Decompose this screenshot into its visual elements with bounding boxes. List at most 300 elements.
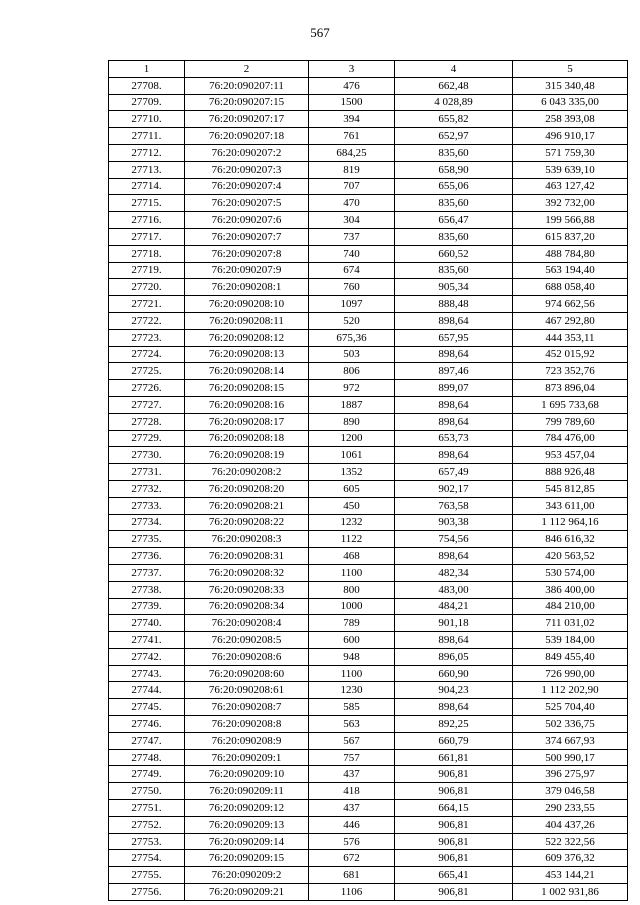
- table-cell: 849 455,40: [513, 648, 628, 665]
- table-cell: 27756.: [109, 884, 185, 901]
- table-row: [109, 699, 628, 716]
- table-cell: 76:20:090208:17: [185, 413, 309, 430]
- table-cell: 27723.: [109, 329, 185, 346]
- table-cell: 664,15: [395, 800, 513, 817]
- table-cell: 76:20:090208:5: [185, 632, 309, 649]
- table-cell: 343 611,00: [513, 497, 628, 514]
- table-cell: 76:20:090209:2: [185, 867, 309, 884]
- table-cell: 76:20:090207:7: [185, 228, 309, 245]
- table-cell: 1 112 964,16: [513, 514, 628, 531]
- table-cell: 1106: [309, 884, 395, 901]
- table-row: [109, 732, 628, 749]
- table-cell: 6 043 335,00: [513, 94, 628, 111]
- table-cell: 657,49: [395, 464, 513, 481]
- table-cell: 567: [309, 732, 395, 749]
- table-cell: 27722.: [109, 312, 185, 329]
- table-row: [109, 228, 628, 245]
- table-cell: 563: [309, 716, 395, 733]
- table-cell: 898,64: [395, 447, 513, 464]
- table-cell: 898,64: [395, 312, 513, 329]
- table-cell: 571 759,30: [513, 144, 628, 161]
- table-cell: 563 194,40: [513, 262, 628, 279]
- table-cell: 76:20:090208:3: [185, 531, 309, 548]
- table-cell: 76:20:090208:11: [185, 312, 309, 329]
- table-cell: 76:20:090207:15: [185, 94, 309, 111]
- table-cell: 903,38: [395, 514, 513, 531]
- table-row: [109, 262, 628, 279]
- table-cell: 76:20:090209:11: [185, 783, 309, 800]
- table-cell: 661,81: [395, 749, 513, 766]
- table-cell: 892,25: [395, 716, 513, 733]
- table-cell: 27711.: [109, 128, 185, 145]
- table-cell: 437: [309, 800, 395, 817]
- table-cell: 27743.: [109, 665, 185, 682]
- table-row: [109, 346, 628, 363]
- table-cell: 655,82: [395, 111, 513, 128]
- table-row: [109, 632, 628, 649]
- table-cell: 76:20:090207:5: [185, 195, 309, 212]
- column-header: 3: [309, 61, 395, 78]
- table-row: [109, 531, 628, 548]
- table-cell: 789: [309, 615, 395, 632]
- table-cell: 520: [309, 312, 395, 329]
- table-cell: 27724.: [109, 346, 185, 363]
- table-cell: 681: [309, 867, 395, 884]
- table-row: [109, 665, 628, 682]
- table-cell: 740: [309, 245, 395, 262]
- table-cell: 484 210,00: [513, 598, 628, 615]
- table-cell: 675,36: [309, 329, 395, 346]
- table-cell: 500 990,17: [513, 749, 628, 766]
- table-row: [109, 312, 628, 329]
- table-cell: 394: [309, 111, 395, 128]
- table-cell: 1352: [309, 464, 395, 481]
- table-cell: 27735.: [109, 531, 185, 548]
- table-cell: 76:20:090207:2: [185, 144, 309, 161]
- table-cell: 898,64: [395, 548, 513, 565]
- table-cell: 76:20:090207:17: [185, 111, 309, 128]
- table-cell: 76:20:090208:19: [185, 447, 309, 464]
- column-header: 2: [185, 61, 309, 78]
- table-cell: 688 058,40: [513, 279, 628, 296]
- table-cell: 76:20:090209:13: [185, 816, 309, 833]
- column-header: 5: [513, 61, 628, 78]
- table-cell: 760: [309, 279, 395, 296]
- table-cell: 27737.: [109, 564, 185, 581]
- table-cell: 898,64: [395, 413, 513, 430]
- table-cell: 27734.: [109, 514, 185, 531]
- table-cell: 530 574,00: [513, 564, 628, 581]
- table-cell: 437: [309, 766, 395, 783]
- table-row: [109, 581, 628, 598]
- table-cell: 199 566,88: [513, 212, 628, 229]
- table-cell: 418: [309, 783, 395, 800]
- table-cell: 27729.: [109, 430, 185, 447]
- table-cell: 76:20:090209:1: [185, 749, 309, 766]
- table-row: [109, 514, 628, 531]
- table-cell: 76:20:090208:31: [185, 548, 309, 565]
- table-cell: 27718.: [109, 245, 185, 262]
- table-cell: 76:20:090208:15: [185, 380, 309, 397]
- table-cell: 258 393,08: [513, 111, 628, 128]
- table-cell: 76:20:090208:18: [185, 430, 309, 447]
- table-cell: 835,60: [395, 195, 513, 212]
- table-cell: 76:20:090208:8: [185, 716, 309, 733]
- table-row: [109, 329, 628, 346]
- table-row: [109, 447, 628, 464]
- table-cell: 76:20:090208:12: [185, 329, 309, 346]
- table-cell: 904,23: [395, 682, 513, 699]
- table-header-row: [109, 61, 628, 78]
- table-row: [109, 178, 628, 195]
- table-cell: 1 695 733,68: [513, 396, 628, 413]
- table-row: [109, 413, 628, 430]
- table-cell: 444 353,11: [513, 329, 628, 346]
- table-cell: 906,81: [395, 766, 513, 783]
- table-cell: 1200: [309, 430, 395, 447]
- table-cell: 467 292,80: [513, 312, 628, 329]
- table-row: [109, 245, 628, 262]
- table-cell: 27753.: [109, 833, 185, 850]
- table-cell: 737: [309, 228, 395, 245]
- table-cell: 754,56: [395, 531, 513, 548]
- table-cell: 76:20:090209:21: [185, 884, 309, 901]
- table-cell: 800: [309, 581, 395, 598]
- table-cell: 27712.: [109, 144, 185, 161]
- table-cell: 76:20:090208:14: [185, 363, 309, 380]
- table-cell: 27731.: [109, 464, 185, 481]
- table-row: [109, 77, 628, 94]
- table-cell: 27725.: [109, 363, 185, 380]
- table-cell: 76:20:090208:33: [185, 581, 309, 598]
- table-cell: 27749.: [109, 766, 185, 783]
- table-cell: 27710.: [109, 111, 185, 128]
- table-cell: 27752.: [109, 816, 185, 833]
- table-cell: 898,64: [395, 699, 513, 716]
- table-cell: 1232: [309, 514, 395, 531]
- table-cell: 662,48: [395, 77, 513, 94]
- table-cell: 27726.: [109, 380, 185, 397]
- table-cell: 27748.: [109, 749, 185, 766]
- table-cell: 27714.: [109, 178, 185, 195]
- table-cell: 1230: [309, 682, 395, 699]
- table-cell: 290 233,55: [513, 800, 628, 817]
- table-cell: 27738.: [109, 581, 185, 598]
- table-row: [109, 850, 628, 867]
- table-cell: 888 926,48: [513, 464, 628, 481]
- table-cell: 27717.: [109, 228, 185, 245]
- table-row: [109, 564, 628, 581]
- table-cell: 1100: [309, 564, 395, 581]
- table-row: [109, 128, 628, 145]
- table-cell: 468: [309, 548, 395, 565]
- table-cell: 476: [309, 77, 395, 94]
- table-row: [109, 195, 628, 212]
- table-cell: 888,48: [395, 296, 513, 313]
- table-cell: 1000: [309, 598, 395, 615]
- table-cell: 799 789,60: [513, 413, 628, 430]
- table-row: [109, 648, 628, 665]
- table-cell: 76:20:090208:4: [185, 615, 309, 632]
- table-cell: 711 031,02: [513, 615, 628, 632]
- table-cell: 906,81: [395, 783, 513, 800]
- table-cell: 896,05: [395, 648, 513, 665]
- table-cell: 726 990,00: [513, 665, 628, 682]
- column-header: 1: [109, 61, 185, 78]
- table-row: [109, 884, 628, 901]
- table-row: [109, 161, 628, 178]
- table-cell: 27740.: [109, 615, 185, 632]
- table-cell: 27742.: [109, 648, 185, 665]
- table-cell: 27733.: [109, 497, 185, 514]
- table-cell: 539 639,10: [513, 161, 628, 178]
- table-cell: 27715.: [109, 195, 185, 212]
- table-cell: 1061: [309, 447, 395, 464]
- table-cell: 585: [309, 699, 395, 716]
- table-row: [109, 682, 628, 699]
- table-cell: 901,18: [395, 615, 513, 632]
- table-cell: 76:20:090207:3: [185, 161, 309, 178]
- table-row: [109, 867, 628, 884]
- table-cell: 76:20:090208:21: [185, 497, 309, 514]
- table-cell: 835,60: [395, 262, 513, 279]
- table-row: [109, 548, 628, 565]
- table-cell: 488 784,80: [513, 245, 628, 262]
- table-cell: 374 667,93: [513, 732, 628, 749]
- table-cell: 76:20:090209:14: [185, 833, 309, 850]
- table-cell: 76:20:090207:18: [185, 128, 309, 145]
- table-cell: 27713.: [109, 161, 185, 178]
- table-cell: 873 896,04: [513, 380, 628, 397]
- table-cell: 453 144,21: [513, 867, 628, 884]
- table-cell: 974 662,56: [513, 296, 628, 313]
- table-cell: 76:20:090208:6: [185, 648, 309, 665]
- table-row: [109, 396, 628, 413]
- table-cell: 615 837,20: [513, 228, 628, 245]
- table-cell: 304: [309, 212, 395, 229]
- table-cell: 450: [309, 497, 395, 514]
- table-row: [109, 380, 628, 397]
- table-cell: 784 476,00: [513, 430, 628, 447]
- table-cell: 27750.: [109, 783, 185, 800]
- table-cell: 76:20:090209:12: [185, 800, 309, 817]
- table-row: [109, 480, 628, 497]
- table-cell: 1097: [309, 296, 395, 313]
- table-cell: 76:20:090208:13: [185, 346, 309, 363]
- table-row: [109, 111, 628, 128]
- table-cell: 502 336,75: [513, 716, 628, 733]
- table-cell: 27751.: [109, 800, 185, 817]
- table-row: [109, 363, 628, 380]
- table-cell: 819: [309, 161, 395, 178]
- table-cell: 446: [309, 816, 395, 833]
- table-cell: 76:20:090207:8: [185, 245, 309, 262]
- table-cell: 404 437,26: [513, 816, 628, 833]
- table-row: [109, 212, 628, 229]
- table-cell: 906,81: [395, 884, 513, 901]
- table-cell: 605: [309, 480, 395, 497]
- table-row: [109, 279, 628, 296]
- table-cell: 545 812,85: [513, 480, 628, 497]
- table-cell: 27739.: [109, 598, 185, 615]
- table-cell: 1887: [309, 396, 395, 413]
- page-number: 567: [310, 25, 330, 40]
- table-row: [109, 598, 628, 615]
- table-cell: 452 015,92: [513, 346, 628, 363]
- table-row: [109, 615, 628, 632]
- table-cell: 315 340,48: [513, 77, 628, 94]
- table-row: [109, 94, 628, 111]
- table-cell: 76:20:090208:61: [185, 682, 309, 699]
- table-cell: 761: [309, 128, 395, 145]
- table-row: [109, 800, 628, 817]
- table-cell: 76:20:090208:20: [185, 480, 309, 497]
- table-cell: 76:20:090207:6: [185, 212, 309, 229]
- table-cell: 76:20:090208:10: [185, 296, 309, 313]
- table-cell: 898,64: [395, 346, 513, 363]
- table-cell: 76:20:090208:1: [185, 279, 309, 296]
- table-cell: 972: [309, 380, 395, 397]
- table-cell: 463 127,42: [513, 178, 628, 195]
- table-cell: 27745.: [109, 699, 185, 716]
- table-row: [109, 749, 628, 766]
- table-cell: 76:20:090208:60: [185, 665, 309, 682]
- table-cell: 27709.: [109, 94, 185, 111]
- table-row: [109, 833, 628, 850]
- table-cell: 76:20:090208:16: [185, 396, 309, 413]
- table-cell: 576: [309, 833, 395, 850]
- table-cell: 757: [309, 749, 395, 766]
- table-cell: 27716.: [109, 212, 185, 229]
- table-cell: 1100: [309, 665, 395, 682]
- table-cell: 674: [309, 262, 395, 279]
- table-cell: 379 046,58: [513, 783, 628, 800]
- table-cell: 27754.: [109, 850, 185, 867]
- table-cell: 660,79: [395, 732, 513, 749]
- table-cell: 396 275,97: [513, 766, 628, 783]
- table-cell: 76:20:090208:22: [185, 514, 309, 531]
- table-cell: 27746.: [109, 716, 185, 733]
- table-cell: 76:20:090208:7: [185, 699, 309, 716]
- table-cell: 76:20:090207:4: [185, 178, 309, 195]
- table-cell: 470: [309, 195, 395, 212]
- table-row: [109, 816, 628, 833]
- table-cell: 1 002 931,86: [513, 884, 628, 901]
- table-cell: 835,60: [395, 228, 513, 245]
- table-cell: 657,95: [395, 329, 513, 346]
- table-cell: 658,90: [395, 161, 513, 178]
- table-cell: 27721.: [109, 296, 185, 313]
- table-cell: 902,17: [395, 480, 513, 497]
- table-cell: 672: [309, 850, 395, 867]
- table-cell: 905,34: [395, 279, 513, 296]
- table-cell: 27755.: [109, 867, 185, 884]
- table-cell: 76:20:090208:9: [185, 732, 309, 749]
- table-cell: 525 704,40: [513, 699, 628, 716]
- table-row: [109, 430, 628, 447]
- column-header: 4: [395, 61, 513, 78]
- table-cell: 76:20:090209:10: [185, 766, 309, 783]
- table-cell: 76:20:090207:11: [185, 77, 309, 94]
- table-cell: 27720.: [109, 279, 185, 296]
- table-cell: 27708.: [109, 77, 185, 94]
- table-cell: 27728.: [109, 413, 185, 430]
- table-cell: 906,81: [395, 833, 513, 850]
- table-cell: 76:20:090208:2: [185, 464, 309, 481]
- table-row: [109, 766, 628, 783]
- table-cell: 483,00: [395, 581, 513, 598]
- table-cell: 76:20:090207:9: [185, 262, 309, 279]
- table-cell: 27736.: [109, 548, 185, 565]
- table-cell: 522 322,56: [513, 833, 628, 850]
- table-cell: 609 376,32: [513, 850, 628, 867]
- table-cell: 846 616,32: [513, 531, 628, 548]
- table-cell: 906,81: [395, 850, 513, 867]
- table-row: [109, 464, 628, 481]
- table-cell: 420 563,52: [513, 548, 628, 565]
- table-cell: 684,25: [309, 144, 395, 161]
- table-cell: 27730.: [109, 447, 185, 464]
- table-cell: 723 352,76: [513, 363, 628, 380]
- table-cell: 897,46: [395, 363, 513, 380]
- table-cell: 539 184,00: [513, 632, 628, 649]
- table-cell: 600: [309, 632, 395, 649]
- data-table: [108, 60, 628, 901]
- table-cell: 484,21: [395, 598, 513, 615]
- table-cell: 1122: [309, 531, 395, 548]
- table-cell: 27732.: [109, 480, 185, 497]
- table-cell: 898,64: [395, 396, 513, 413]
- table-row: [109, 783, 628, 800]
- table-cell: 953 457,04: [513, 447, 628, 464]
- table-cell: 27747.: [109, 732, 185, 749]
- table-cell: 806: [309, 363, 395, 380]
- table-cell: 656,47: [395, 212, 513, 229]
- table-cell: 76:20:090209:15: [185, 850, 309, 867]
- table-row: [109, 296, 628, 313]
- table-cell: 1 112 202,90: [513, 682, 628, 699]
- table-row: [109, 497, 628, 514]
- table-cell: 653,73: [395, 430, 513, 447]
- table-cell: 660,90: [395, 665, 513, 682]
- table-cell: 655,06: [395, 178, 513, 195]
- table-cell: 27719.: [109, 262, 185, 279]
- table-cell: 890: [309, 413, 395, 430]
- table-cell: 76:20:090208:32: [185, 564, 309, 581]
- table-row: [109, 144, 628, 161]
- table-cell: 948: [309, 648, 395, 665]
- table-cell: 1500: [309, 94, 395, 111]
- table-cell: 707: [309, 178, 395, 195]
- table-cell: 496 910,17: [513, 128, 628, 145]
- table-cell: 76:20:090208:34: [185, 598, 309, 615]
- table-cell: 835,60: [395, 144, 513, 161]
- table-body: [109, 77, 628, 900]
- table-cell: 660,52: [395, 245, 513, 262]
- table-cell: 898,64: [395, 632, 513, 649]
- table-cell: 906,81: [395, 816, 513, 833]
- table-cell: 27741.: [109, 632, 185, 649]
- table-cell: 4 028,89: [395, 94, 513, 111]
- table-cell: 665,41: [395, 867, 513, 884]
- table-cell: 392 732,00: [513, 195, 628, 212]
- table-cell: 503: [309, 346, 395, 363]
- table-cell: 27727.: [109, 396, 185, 413]
- table-cell: 763,58: [395, 497, 513, 514]
- table-cell: 386 400,00: [513, 581, 628, 598]
- table-cell: 482,34: [395, 564, 513, 581]
- table-cell: 652,97: [395, 128, 513, 145]
